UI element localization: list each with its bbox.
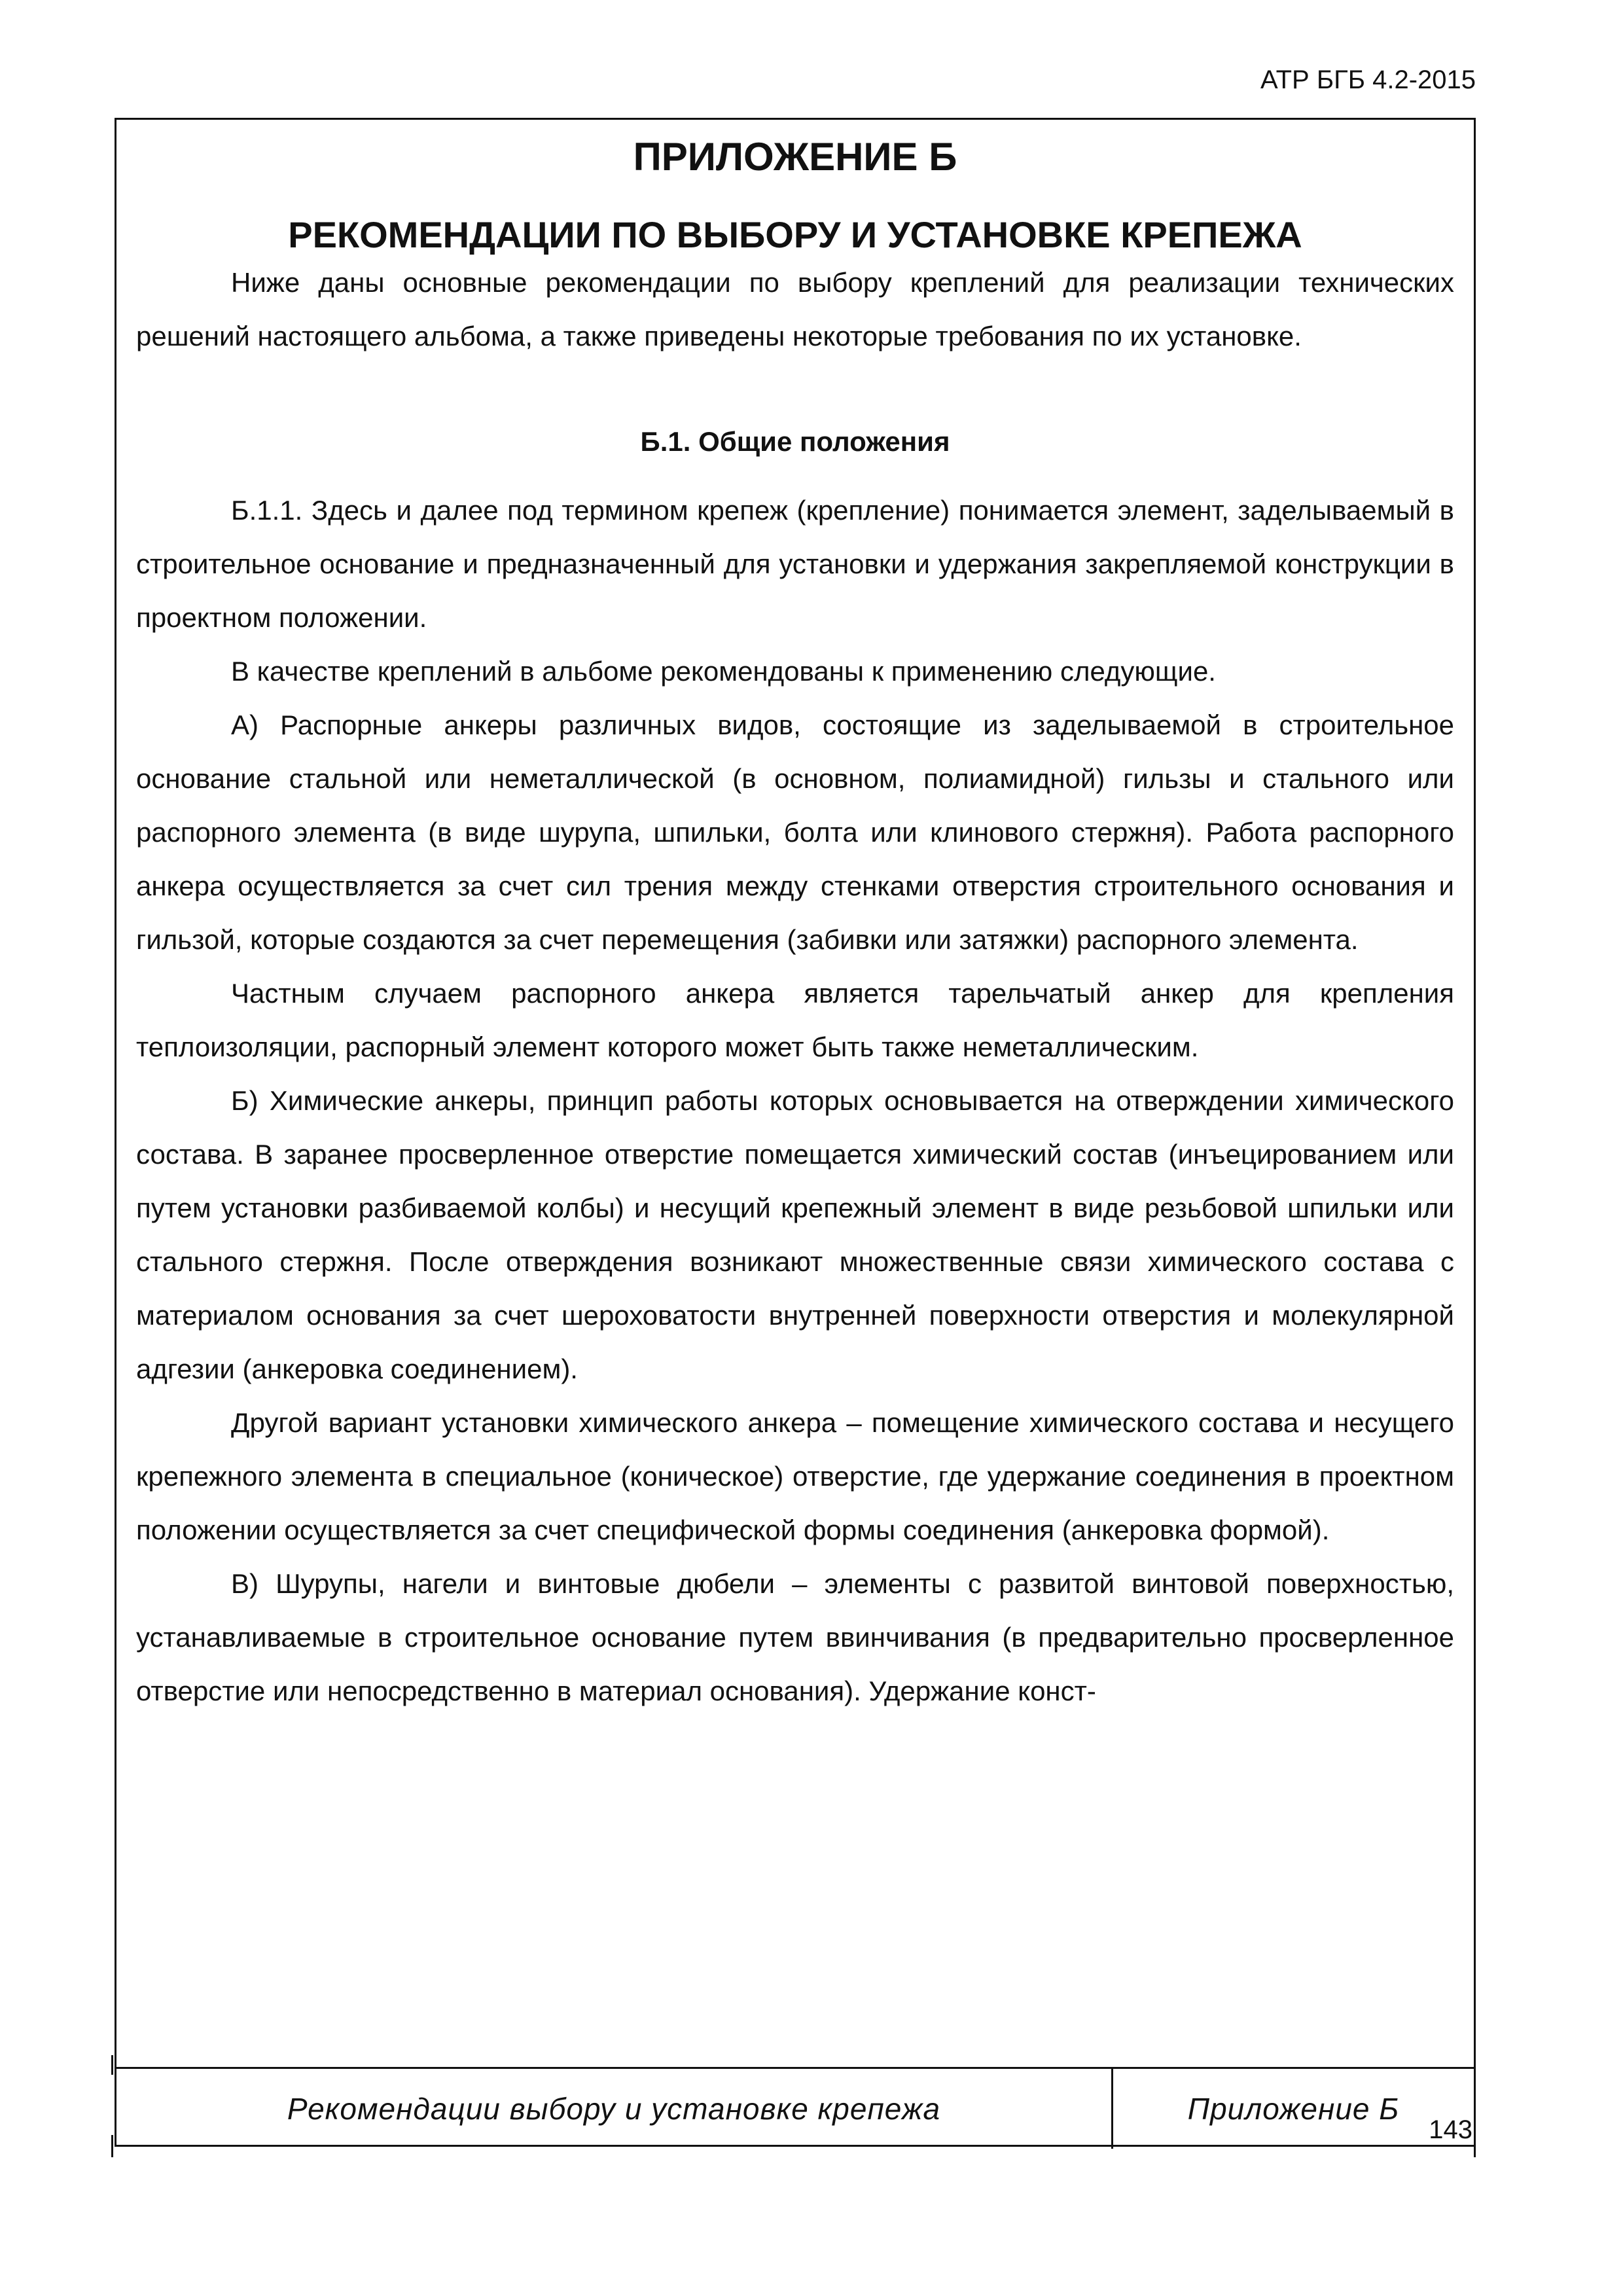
corner-tick-right-top: [1474, 2055, 1476, 2075]
corner-tick-right-bottom: [1474, 2135, 1476, 2157]
intro-paragraph: Ниже даны основные рекомендации по выбору креплений для реализации технических решений настоящего альбома, а также приведены некоторые требования по их установке.: [136, 267, 1454, 351]
paragraph-chemical-anchor-variant: Другой вариант установки химического анкера – помещение химического состава и несущего крепежного элемента в специальное (коническое) отверстие, где удержание соединения в проектном положении осуществляется за счет специфической формы соединения (анкеровка формой).: [136, 1407, 1454, 1545]
title-block-section: Приложение Б: [1187, 2092, 1400, 2126]
title-block-name: Рекомендации выбору и установке крепежа: [287, 2092, 941, 2126]
corner-tick-left-bottom: [111, 2135, 113, 2157]
appendix-subtitle: РЕКОМЕНДАЦИИ ПО ВЫБОРУ И УСТАНОВКЕ КРЕПЕЖА: [288, 214, 1302, 255]
title-block: [116, 2067, 1474, 2149]
paragraph-fasteners-list: В качестве креплений в альбоме рекомендованы к применению следующие.: [231, 656, 1216, 687]
document-code: АТР БГБ 4.2-2015: [1260, 65, 1476, 94]
page-frame: [115, 118, 1476, 2147]
paragraph-expansion-anchors: А) Распорные анкеры различных видов, состоящие из заделываемой в строительное основание стальной или неметаллической (в основном, полиамидной) гильзы и стального или распорного элемента (в виде шурупа, шпильки, болта или клинового стержня). Работа распорного анкера осуществляется за счет сил трения между стенками отверстия строительного основания и гильзой, которые создаются за счет перемещения (забивки или затяжки) распорного элемента.: [136, 709, 1454, 955]
title-block-name-cell: [116, 2069, 1113, 2149]
paragraph-plate-anchor: Частным случаем распорного анкера является тарельчатый анкер для крепления теплоизоляции, распорный элемент которого может быть также неметаллическим.: [136, 978, 1454, 1062]
page-number: 143: [1429, 2115, 1472, 2144]
paragraph-chemical-anchors: Б) Химические анкеры, принцип работы которых основывается на отверждении химического состава. В заранее просверленное отверстие помещается химический состав (инъецированием или путем установки разбиваемой колбы) и несущий крепежный элемент в виде резьбовой шпильки или стального стержня. После отверждения возникают множественные связи химического состава с материалом основания за счет шероховатости внутренней поверхности отверстия и молекулярной адгезии (анкеровка соединением).: [136, 1085, 1454, 1384]
title-block-section-cell: [1113, 2069, 1474, 2149]
paragraph-screws: В) Шурупы, нагели и винтовые дюбели – элементы с развитой винтовой поверхностью, устанавливаемые в строительное основание путем ввинчивания (в предварительно просверленное отверстие или непосредственно в материал основания). Удержание конст-: [136, 1568, 1454, 1706]
corner-tick-left-top: [111, 2055, 113, 2075]
appendix-title: ПРИЛОЖЕНИЕ Б: [633, 135, 957, 179]
paragraph-b-1-1: Б.1.1. Здесь и далее под термином крепеж (крепление) понимается элемент, заделываемый в строительное основание и предназначенный для установки и удержания закрепляемой конструкции в проектном положении.: [136, 495, 1454, 633]
section-heading: Б.1. Общие положения: [640, 426, 950, 457]
page-content: [136, 120, 1454, 1718]
